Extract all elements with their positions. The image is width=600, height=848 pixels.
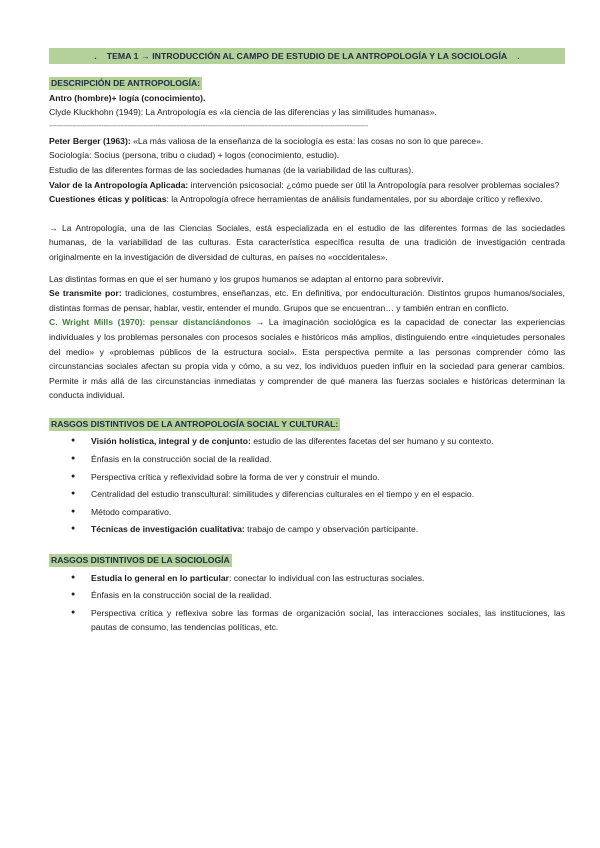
title-suffix: . [517,51,520,61]
berger-quote: Peter Berger (1963): «La más valiosa de la enseñanza de la sociología es esta: las cosas no son lo que parece». [49,135,484,146]
document-page [49,48,565,635]
adaptation-line: Las distintas formas en que el ser humano y los grupos humanos se adaptan al entorno para sobrevivir. [49,273,444,284]
section-heading-anthropology: DESCRIPCIÓN DE ANTROPOLOGÍA: [51,78,201,88]
separator-line: --------------------------------------------------------------------------------------------------------------------------------------- [49,119,368,130]
anthro-traits-list [49,434,565,537]
list-item: ● Perspectiva crítica y reflexiva sobre las formas de organización social, las interacciones sociales, las instituciones, las pautas de consumo, las tendencias políticas, etc. [49,606,565,635]
list-item: ● Visión holística, integral y de conjunto: estudio de las diferentes facetas del ser humano y su contexto. [49,434,565,449]
list-item: ● Método comparativo. [49,505,565,520]
sociology-etymology: Sociología: Socius (persona, tribu o ciudad) + logos (conocimiento, estudio). [49,150,340,161]
list-item: ● Énfasis en la construcción social de la realidad. [49,588,565,603]
mills-paragraph: C. Wright Mills (1970): pensar distanciándonos → La imaginación sociológica es la capacidad de conectar las experiencias individuales y los problemas personales con procesos sociales e históricos más amplios, distinguiendo entre «inquietudes personales del medio» y «problemas públicos de la estructura social». Esta perspectiva permite a las personas comprender cómo las circunstancias sociales afectan su propia vida y cómo, a su vez, los individuos pueden influir en la sociedad para generar cambios. Permite ir más allá de las circunstancias inmediatas y comprender de qué manera las fuerzas sociales e históricas determinan la conducta individual. [49,317,565,401]
list-item: ● Estudia lo general en lo particular: conectar lo individual con las estructuras sociales. [49,571,565,586]
list-item: ● Perspectiva crítica y reflexividad sobre la forma de ver y construir el mundo. [49,470,565,485]
list-item: ● Énfasis en la construcción social de la realidad. [49,452,565,467]
antro-definition: Antro (hombre)+ logía (conocimiento). [49,92,206,103]
list-item: ● Técnicas de investigación cualitativa: trabajo de campo y observación participante. [49,522,565,537]
title-text: TEMA 1 → INTRODUCCIÓN AL CAMPO DE ESTUDIO DE LA ANTROPOLOGÍA Y LA SOCIOLOGÍA [106,51,508,61]
study-line: Estudio de las diferentes formas de las sociedades humanas (de la variabilidad de las culturas). [49,164,414,175]
title-prefix: . [94,51,97,61]
section-heading-sociology-traits: RASGOS DISTINTIVOS DE LA SOCIOLOGÍA [51,555,230,566]
transmission-paragraph: Se transmite por: tradiciones, costumbres, enseñanzas, etc. En definitiva, por endoculturación. Distintos grupos humanos/sociales, distintas formas de pensar, hablar, vestir, entender el mundo. Grupos que se encuentran… y también entran en conflicto. [49,288,565,313]
anthropology-paragraph: → La Antropología, una de las Ciencias Sociales, está especializada en el estudio de las diferentes formas de las sociedades humanas, de la variabilidad de las culturas. Esta característica específica resulta de una tradición de investigación centrada originalmente en la investigación de diversidad de culturas, en países no «occidentales». [49,222,565,262]
ethical-questions: Cuestiones éticas y políticas: la Antropología ofrece herramientas de análisis fundamentales, por su abordaje crítico y reflexivo. [49,194,543,205]
document-title [49,48,565,64]
kluckhohn-quote: Clyde Kluckhohn (1949): La Antropología es «la ciencia de las diferencias y las similitudes humanas». [49,107,437,118]
applied-anthropology: Valor de la Antropología Aplicada: intervención psicosocial: ¿cómo puede ser útil la Antropología para resolver problemas sociales? [49,179,560,190]
section-heading-anthro-traits: RASGOS DISTINTIVOS DE LA ANTROPOLOGÍA SOCIAL Y CULTURAL: [51,418,339,429]
sociology-traits-list [49,571,565,635]
list-item: ● Centralidad del estudio transcultural: similitudes y diferencias culturales en el tiempo y en el espacio. [49,487,565,502]
